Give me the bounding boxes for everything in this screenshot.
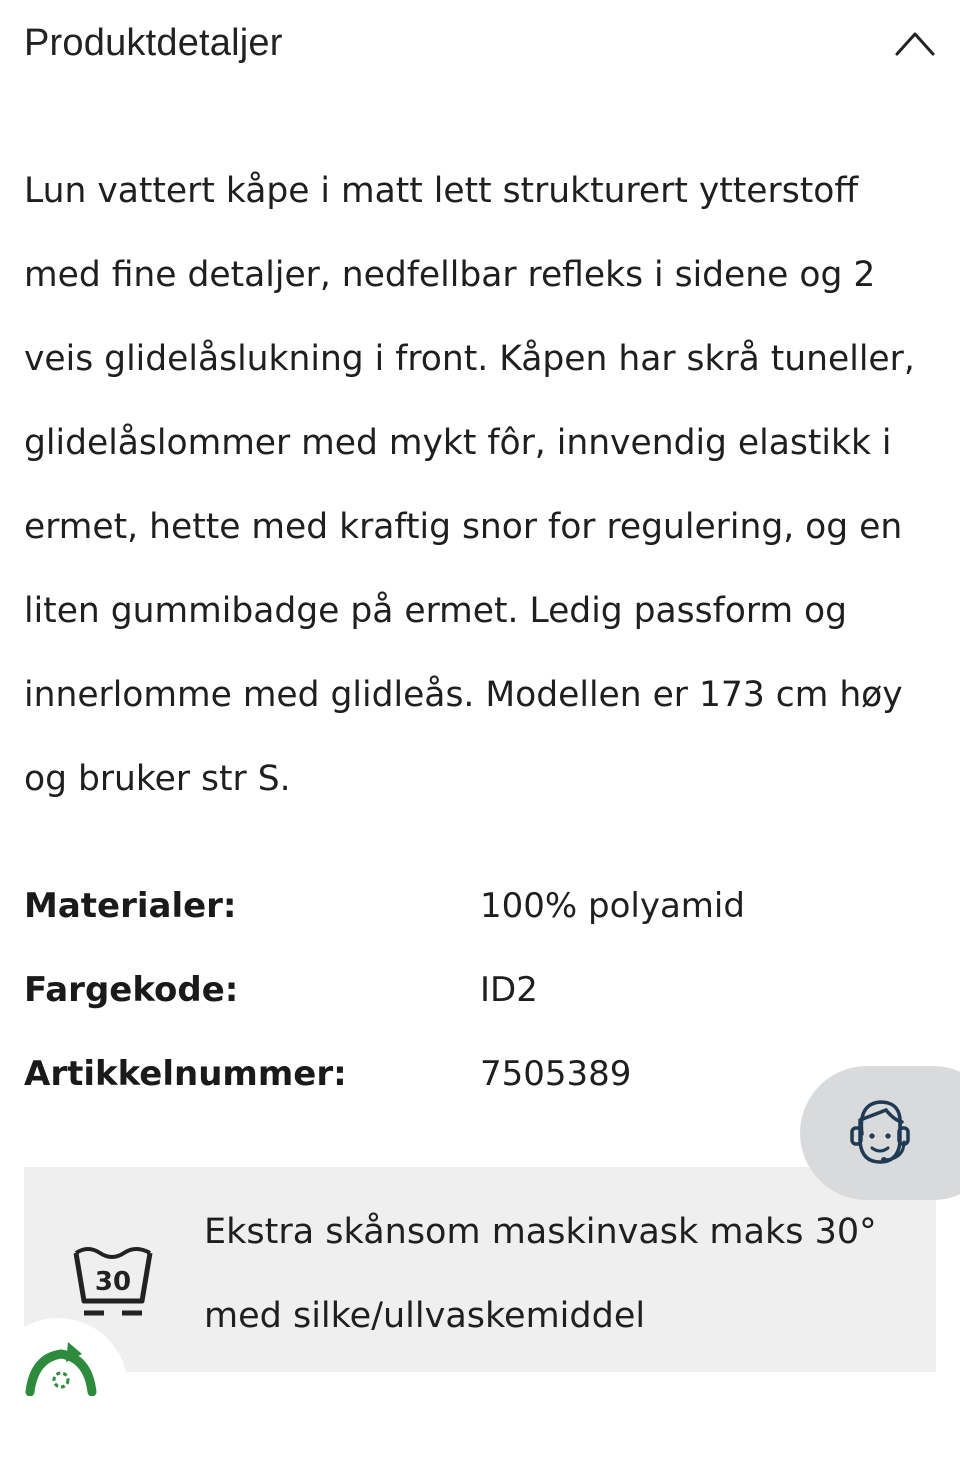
chevron-up-icon[interactable] <box>893 28 937 58</box>
spec-label: Fargekode: <box>24 970 239 1010</box>
spec-value: ID2 <box>480 970 538 1010</box>
customer-support-button[interactable] <box>800 1066 960 1200</box>
spec-label: Materialer: <box>24 886 237 926</box>
spec-row-article-number <box>24 1036 924 1120</box>
wash-temp-label: 30 <box>94 1267 132 1297</box>
spec-row-material <box>24 868 924 952</box>
care-instructions <box>24 1167 936 1372</box>
spec-table <box>24 868 924 1120</box>
spec-value: 7505389 <box>480 1054 632 1094</box>
section-title: Produktdetaljer <box>24 22 283 64</box>
eco-badge[interactable] <box>0 1318 128 1458</box>
spec-value: 100% polyamid <box>480 886 745 926</box>
recycle-icon <box>16 1336 106 1396</box>
product-description: Lun vattert kåpe i matt lett strukturert ytterstoff med fine detaljer, nedfellbar refleks i sidene og 2 veis glidelåslukning i front. Kåpen har skrå tuneller, glidelåslommer med mykt fôr, innvendig elastikk i ermet, hette med kraftig snor for regulering, og en liten gummibadge på ermet. Ledig passform og innerlomme med glidleås. Modellen er 173 cm høy og bruker str S. <box>24 171 915 799</box>
spec-row-color-code <box>24 952 924 1036</box>
wash-30-icon <box>72 1245 154 1321</box>
spec-label: Artikkelnummer: <box>24 1054 347 1094</box>
care-text: Ekstra skånsom maskinvask maks 30° med silke/ullvaskemiddel <box>204 1212 877 1336</box>
product-details-header[interactable] <box>0 0 960 92</box>
customer-support-icon <box>846 1096 914 1168</box>
